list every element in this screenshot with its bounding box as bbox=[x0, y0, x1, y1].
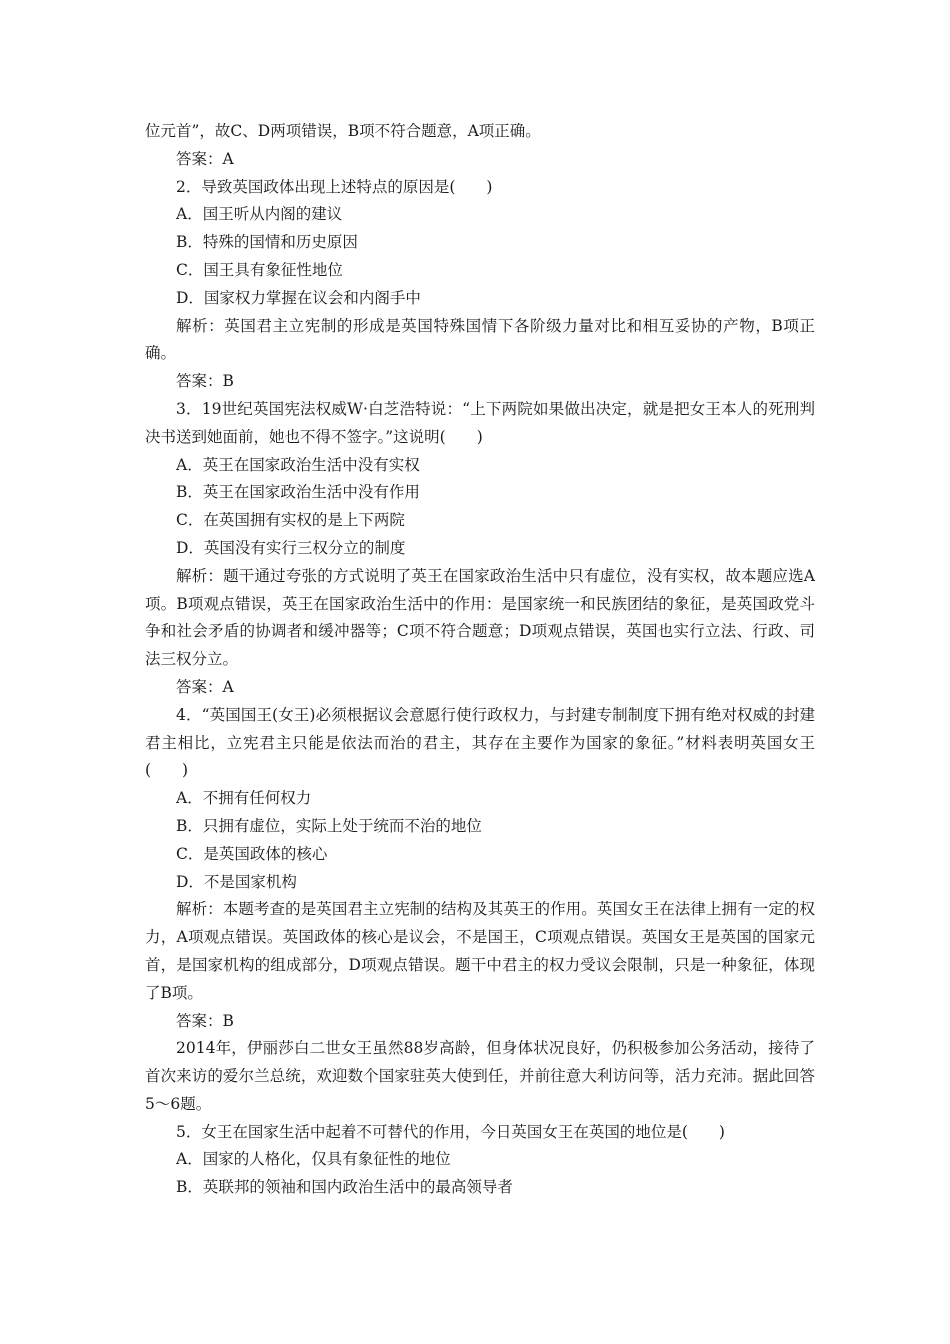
question-3-option-d: D．英国没有实行三权分立的制度 bbox=[176, 538, 406, 557]
question-2-option-c: C．国王具有象征性地位 bbox=[176, 260, 343, 279]
paragraph-continuation: 位元首”，故C、D两项错误，B项不符合题意，A项正确。 bbox=[145, 122, 541, 140]
question-3-option-a: A．英王在国家政治生活中没有实权 bbox=[176, 455, 420, 474]
material-intro: 2014年，伊丽莎白二世女王虽然88岁高龄，但身体状况良好，仍积极参加公务活动，接待了首次来访的爱尔兰总统，欢迎数个国家驻英大使到任，并前往意大利访问等，活力充沛。据此回答5～6题。 bbox=[145, 1039, 815, 1113]
question-4-option-a: A．不拥有任何权力 bbox=[176, 789, 312, 808]
question-4: 4．“英国国王(女王)必须根据议会意愿行使行政权力，与封建专制制度下拥有绝对权威的封建君主相比，立宪君主只能是依法而治的君主，其存在主要作为国家的象征。”材料表明英国女王( ) bbox=[145, 705, 815, 780]
question-3-option-c: C．在英国拥有实权的是上下两院 bbox=[176, 511, 405, 530]
question-2-explanation: 解析：英国君主立宪制的形成是英国特殊国情下各阶级力量对比和相互妥协的产物，B项正确。 bbox=[145, 316, 815, 363]
question-3-explanation: 解析：题干通过夸张的方式说明了英王在国家政治生活中只有虚位，没有实权，故本题应选A项。B项观点错误，英王在国家政治生活中的作用：是国家统一和民族团结的象征，是英国政党斗争和社会矛盾的协调者和缓冲器等；C项不符合题意；D项观点错误，英国也实行立法、行政、司法三权分立。 bbox=[145, 566, 815, 669]
question-2-option-b: B．特殊的国情和历史原因 bbox=[176, 233, 358, 252]
question-2: 2．导致英国政体出现上述特点的原因是( ) bbox=[176, 177, 493, 196]
question-4-option-d: D．不是国家机构 bbox=[176, 872, 297, 891]
question-5-option-a: A．国家的人格化，仅具有象征性的地位 bbox=[176, 1150, 451, 1169]
question-2-option-d: D．国家权力掌握在议会和内阁手中 bbox=[176, 288, 421, 307]
question-4-explanation: 解析：本题考查的是英国君主立宪制的结构及其英王的作用。英国女王在法律上拥有一定的权力，A项观点错误。英国政体的核心是议会，不是国王，C项观点错误。英国女王是英国的国家元首，是国家机构的组成部分，D项观点错误。题干中君主的权力受议会限制，只是一种象征，体现了B项。 bbox=[145, 900, 815, 1002]
question-3: 3．19世纪英国宪法权威W·白芝浩特说：“上下两院如果做出决定，就是把女王本人的死刑判决书送到她面前，她也不得不签字。”这说明( ) bbox=[145, 399, 815, 446]
question-5: 5．女王在国家生活中起着不可替代的作用，今日英国女王在英国的地位是( ) bbox=[176, 1122, 725, 1141]
question-2-option-a: A．国王听从内阁的建议 bbox=[176, 205, 343, 224]
document-page bbox=[145, 118, 815, 1202]
answer-3: 答案：A bbox=[176, 677, 234, 696]
question-4-option-b: B．只拥有虚位，实际上处于统而不治的地位 bbox=[176, 816, 482, 835]
answer-1: 答案：A bbox=[176, 149, 234, 168]
answer-4: 答案：B bbox=[176, 1011, 234, 1030]
question-3-option-b: B．英王在国家政治生活中没有作用 bbox=[176, 483, 420, 502]
question-4-option-c: C．是英国政体的核心 bbox=[176, 844, 328, 863]
question-5-option-b: B．英联邦的领袖和国内政治生活中的最高领导者 bbox=[176, 1178, 513, 1197]
answer-2: 答案：B bbox=[176, 372, 234, 391]
